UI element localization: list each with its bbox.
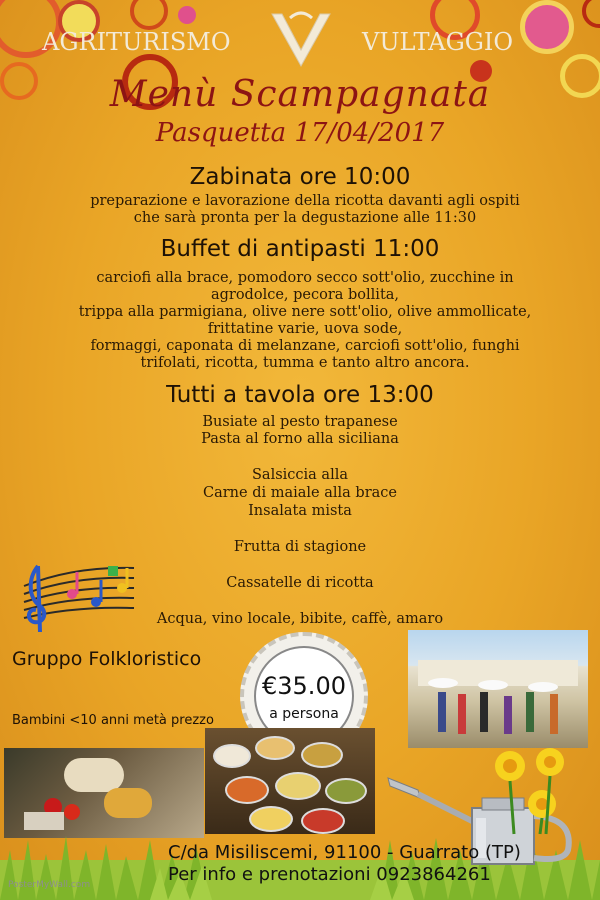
- decor-circle: [130, 0, 168, 30]
- price-value: €35.00: [262, 672, 346, 700]
- contact-phone: Per info e prenotazioni 0923864261: [168, 864, 491, 885]
- buffet-line: formaggi, caponata di melanzane, carciofi sott'olio, funghi: [90, 338, 520, 354]
- zabinata-text: [40, 193, 570, 227]
- menu-item: Carne di maiale alla brace: [203, 485, 397, 501]
- v-logo-icon: [266, 8, 336, 72]
- children-discount: Bambini <10 anni metà prezzo: [12, 713, 214, 728]
- tavola-heading: Tutti a tavola ore 13:00: [166, 382, 434, 408]
- menu-item: Pasta al forno alla siciliana: [201, 431, 399, 447]
- zabinata-line: preparazione e lavorazione della ricotta davanti agli ospiti: [90, 193, 520, 209]
- menu-item: Cassatelle di ricotta: [226, 575, 374, 591]
- buffet-line: carciofi alla brace, pomodoro secco sott'olio, zucchine in: [96, 270, 514, 286]
- address: C/da Misiliscemi, 91100 - Guarrato (TP): [168, 842, 521, 863]
- buffet-line: frittatine varie, uova sode,: [207, 321, 403, 337]
- buffet-text: [40, 270, 570, 372]
- decor-circle: [582, 0, 600, 28]
- menu-item: Insalata mista: [248, 503, 352, 519]
- price-unit: a persona: [269, 706, 339, 722]
- menu-item: Salsiccia alla: [252, 467, 348, 483]
- buffet-line: trippa alla parmigiana, olive nere sott'olio, olive ammollicate,: [78, 304, 532, 320]
- buffet-line: trifolati, ricotta, tumma e tanto altro ancora.: [140, 355, 470, 371]
- brand-right: VULTAGGIO: [362, 28, 514, 56]
- music-notes-icon: [14, 558, 140, 638]
- zabinata-heading: Zabinata ore 10:00: [189, 164, 411, 190]
- brand-left: AGRITURISMO: [42, 28, 231, 56]
- menu-item: Acqua, vino locale, bibite, caffè, amaro: [156, 611, 444, 627]
- buffet-line: agrodolce, pecora bollita,: [210, 287, 400, 303]
- menu-item: Frutta di stagione: [233, 539, 367, 555]
- menu-item: Busiate al pesto trapanese: [202, 414, 398, 430]
- buffet-heading: Buffet di antipasti 11:00: [160, 236, 440, 262]
- decor-circle: [178, 6, 196, 24]
- folk-dance-photo: [408, 630, 588, 748]
- page-subtitle: Pasquetta 17/04/2017: [155, 118, 445, 148]
- page-title: Menù Scampagnata: [109, 74, 491, 115]
- decor-circle: [520, 0, 574, 54]
- folk-group-label: Gruppo Folkloristico: [12, 648, 202, 670]
- sunflower-icon: [484, 744, 584, 844]
- zabinata-line: che sarà pronta per la degustazione alle 11:30: [133, 210, 477, 226]
- watermark: PosterMyWall.com: [8, 880, 91, 890]
